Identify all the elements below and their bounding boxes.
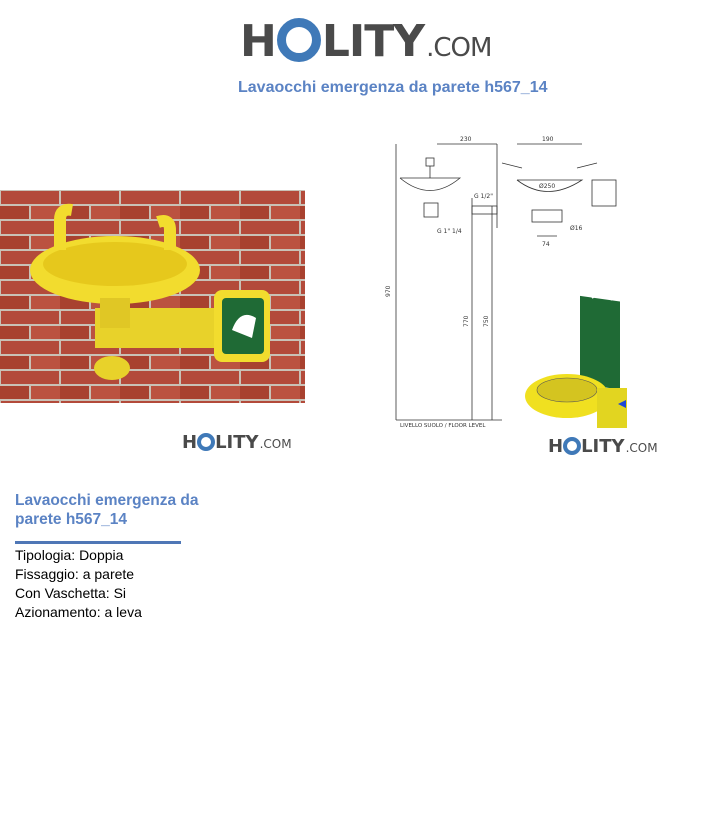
- logo-com: .COM: [426, 33, 492, 63]
- logo-com: .COM: [625, 441, 658, 455]
- spec-list: [15, 546, 142, 622]
- holity-logo-small-left: [182, 430, 292, 453]
- logo-com: .COM: [259, 437, 292, 451]
- logo-letters-lity: LITY: [581, 436, 625, 457]
- logo-ring-icon: [563, 437, 581, 455]
- holity-logo[interactable]: [240, 12, 491, 67]
- logo-letters-lity: LITY: [321, 16, 425, 67]
- logo-ring-icon: [277, 18, 321, 62]
- logo-ring-icon: [197, 433, 215, 451]
- title-divider: [15, 541, 181, 544]
- dim-16: Ø16: [570, 225, 583, 232]
- spec-tipologia: Tipologia: Doppia: [15, 547, 124, 563]
- logo-letter-h: H: [548, 436, 564, 457]
- logo-letters-lity: LITY: [215, 432, 259, 453]
- spec-vaschetta: Con Vaschetta: Si: [15, 585, 127, 601]
- logo-letter-h: H: [182, 432, 198, 453]
- dim-230: 230: [460, 136, 472, 143]
- spec-azionamento: Azionamento: a leva: [15, 604, 142, 620]
- floor-level: LIVELLO SUOLO / FLOOR LEVEL: [400, 423, 486, 428]
- dim-770: 770: [463, 315, 470, 327]
- dim-970: 970: [385, 285, 392, 297]
- dim-74: 74: [542, 241, 550, 248]
- dim-750: 750: [483, 315, 490, 327]
- technical-drawing: [382, 128, 644, 428]
- product-title: Lavaocchi emergenza da parete h567_14: [15, 492, 199, 528]
- page-title: Lavaocchi emergenza da parete h567_14: [238, 79, 548, 96]
- product-photo: [0, 190, 305, 403]
- dim-190: 190: [542, 136, 554, 143]
- holity-logo-small-right: [548, 434, 658, 457]
- spec-fissaggio: Fissaggio: a parete: [15, 566, 135, 582]
- logo-letter-h: H: [240, 16, 276, 67]
- dim-g-half: G 1/2": [474, 193, 493, 200]
- dim-250: Ø250: [539, 183, 556, 190]
- dim-g-one: G 1" 1/4: [437, 228, 462, 235]
